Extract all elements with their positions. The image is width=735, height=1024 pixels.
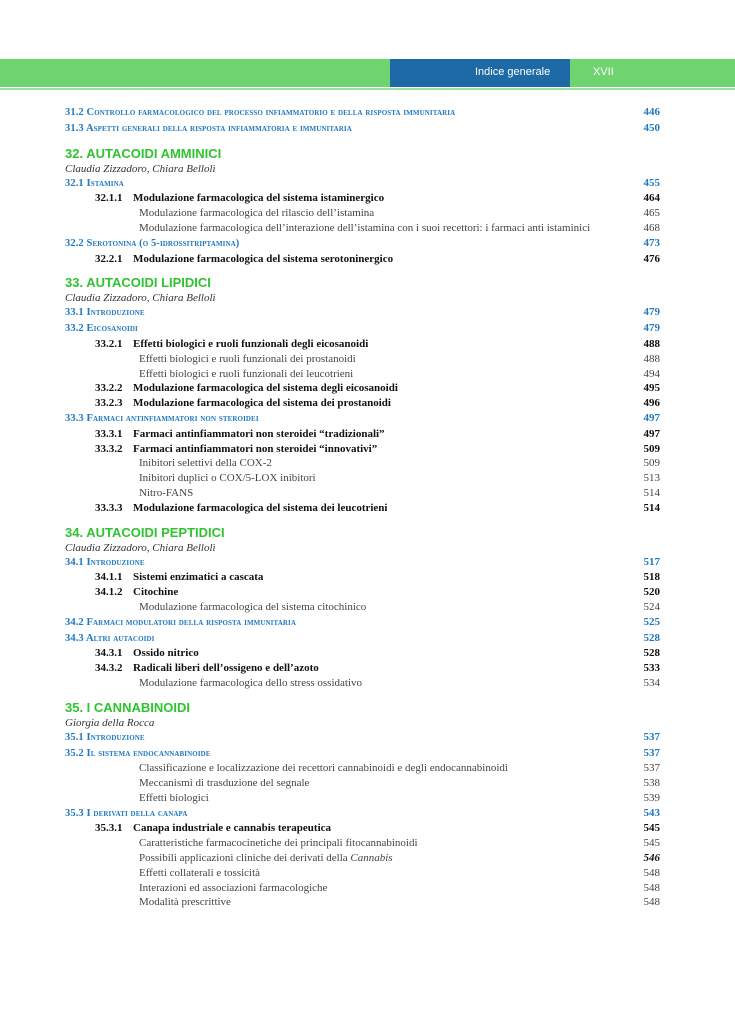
toc-section[interactable] [65,806,660,822]
entry-page: 514 [643,486,660,499]
entry-title: Introduzione [86,731,145,743]
entry-page: 548 [643,896,660,909]
entry-page: 465 [643,207,660,220]
entry-number: 32.1.1 [95,192,123,205]
header-band [0,59,735,87]
entry-number: 32.2.1 [95,252,123,265]
header-rule [0,88,735,90]
toc-subsection[interactable] [65,191,660,206]
entry-number: 33.2.3 [95,397,123,410]
entry-number: 33.2.2 [95,382,123,395]
entry-page: 488 [643,352,660,365]
entry-number: 34.1 [65,556,84,568]
table-of-contents [65,105,660,919]
entry-title: Effetti biologici [139,791,209,804]
chapter-list [65,146,660,911]
toc-section-31-3[interactable] [65,121,660,137]
toc-item[interactable] [65,471,660,486]
section-title: Controllo farmacologico del processo infiammatorio e della risposta immunitaria [86,107,456,118]
entry-page: 509 [643,457,660,470]
toc-section[interactable] [65,236,660,252]
chapter-block [65,525,660,691]
entry-page: 538 [643,777,660,790]
entry-page: 537 [643,762,660,775]
entry-title: Citochine [133,586,179,599]
toc-item[interactable] [65,486,660,501]
entry-number: 33.3.2 [95,442,123,455]
entry-number: 33.1 [65,307,84,319]
entry-title: Modulazione farmacologica del sistema dei leucotrieni [133,501,388,514]
entry-page: 545 [643,822,660,835]
chapter-authors: Claudia Zizzadoro, Chiara Bellolì [65,292,216,305]
entry-title: Caratteristiche farmacocinetiche dei principali fitocannabinoidi [139,837,418,850]
entry-number: 34.3.1 [95,647,123,660]
toc-item[interactable] [65,456,660,471]
toc-item[interactable] [65,836,660,851]
toc-section[interactable] [65,555,660,571]
top-sections [65,105,660,137]
chapter-authors: Claudia Zizzadoro, Chiara Bellolì [65,541,216,554]
entry-page: 513 [643,472,660,485]
entry-title: Modulazione farmacologica del sistema istaminergico [133,192,385,205]
entry-title: Farmaci antinfiammatori non steroidei “innovativi” [133,442,378,455]
toc-subsection[interactable] [65,661,660,676]
entry-page: 514 [643,501,660,514]
entry-title: Il sistema endocannabinoide [86,747,211,759]
entry-page: 528 [643,631,660,644]
entry-number: 33.3.1 [95,427,123,440]
entry-title: Introduzione [86,307,145,319]
entry-page: 488 [643,337,660,350]
entry-page: 497 [643,411,660,424]
entry-number: 32.1 [65,177,84,189]
entry-title: Inibitori duplici o COX/5-LOX inibitori [139,472,316,485]
toc-item[interactable] [65,352,660,367]
toc-item[interactable] [65,600,660,615]
entry-page: 525 [643,615,660,628]
entry-title: Effetti biologici e ruoli funzionali dei prostanoidi [139,352,356,365]
toc-item[interactable] [65,776,660,791]
entry-title: Farmaci antinfiammatori non steroidei [86,412,259,424]
entry-page: 496 [643,397,660,410]
entry-number: 35.2 [65,747,84,759]
entry-title: Possibili applicazioni cliniche dei derivati della Cannabis [139,852,393,865]
chapter-authors: Giorgia della Rocca [65,716,155,729]
entry-page: 548 [643,881,660,894]
toc-section[interactable] [65,176,660,192]
entry-number: 35.3.1 [95,822,123,835]
chapter-block [65,146,660,267]
toc-section-31-2[interactable] [65,105,660,121]
entry-page: 520 [643,586,660,599]
section-number: 31.2 [65,107,84,118]
toc-subsection[interactable] [65,252,660,267]
toc-section[interactable] [65,730,660,746]
entry-page: 518 [643,571,660,584]
entry-title: Sistemi enzimatici a cascata [133,571,264,584]
toc-subsection[interactable] [65,442,660,457]
toc-subsection[interactable] [65,821,660,836]
entry-page: 528 [643,647,660,660]
toc-subsection[interactable] [65,427,660,442]
entry-title: Interazioni ed associazioni farmacologiche [139,881,328,894]
chapter-title[interactable]: 33. AUTACOIDI LIPIDICI [65,275,211,291]
entry-page: 455 [643,176,660,189]
entry-page: 543 [643,806,660,819]
chapter-block [65,275,660,515]
toc-section[interactable] [65,746,660,762]
toc-section[interactable] [65,321,660,337]
entry-title: Nitro-FANS [139,486,194,499]
chapter-title[interactable]: 32. AUTACOIDI AMMINICI [65,145,222,161]
entry-title: Modulazione farmacologica del sistema degli eicosanoidi [133,382,398,395]
entry-page: 537 [643,746,660,759]
entry-title: Modalità prescrittive [139,896,231,909]
entry-number: 33.2.1 [95,337,123,350]
page-number: XVII [593,66,614,78]
toc-item[interactable] [65,881,660,896]
entry-page: 468 [643,221,660,234]
entry-page: 524 [643,600,660,613]
toc-item[interactable] [65,761,660,776]
toc-item[interactable] [65,221,660,236]
entry-page: 473 [643,236,660,249]
toc-subsection[interactable] [65,585,660,600]
toc-item[interactable] [65,676,660,691]
entry-title: Modulazione farmacologica dell’interazione dell’istamina con i suoi recettori: i farmaci anti istaminici [139,221,591,234]
toc-section[interactable] [65,631,660,647]
toc-subsection[interactable] [65,570,660,585]
entry-page: 509 [643,442,660,455]
entry-title: Altri autacoidi [85,632,155,644]
toc-subsection[interactable] [65,381,660,396]
toc-section[interactable] [65,305,660,321]
section-page: 450 [643,121,660,134]
entry-title: Modulazione farmacologica dello stress ossidativo [139,676,362,689]
entry-title: Istamina [86,177,124,189]
entry-title: Modulazione farmacologica del sistema dei prostanoidi [133,397,391,410]
entry-title: Eicosanoidi [86,323,138,335]
toc-item[interactable] [65,851,660,866]
entry-page: 497 [643,427,660,440]
entry-page: 539 [643,791,660,804]
entry-title: Introduzione [86,556,145,568]
entry-page: 479 [643,306,660,319]
section-page: 446 [643,106,660,118]
entry-number: 33.3 [65,412,84,424]
toc-section[interactable] [65,411,660,427]
chapter-block [65,700,660,911]
entry-title: Farmaci antinfiammatori non steroidei “tradizionali” [133,427,385,440]
section-number: 31.3 [65,122,84,134]
entry-number: 32.2 [65,237,84,249]
entry-title: Canapa industriale e cannabis terapeutica [133,822,332,835]
entry-title: Modulazione farmacologica del sistema serotoninergico [133,252,394,265]
entry-title: Classificazione e localizzazione dei recettori cannabinoidi e degli endocannabinoidi [139,762,508,775]
entry-number: 35.3 [65,807,84,819]
entry-page: 476 [643,252,660,265]
entry-title: Meccanismi di trasduzione del segnale [139,777,310,790]
entry-page: 534 [643,676,660,689]
entry-title: Effetti collaterali e tossicità [139,866,261,879]
entry-title: Ossido nitrico [133,647,199,660]
entry-number: 34.2 [65,616,84,628]
toc-subsection[interactable] [65,396,660,411]
entry-number: 34.1.2 [95,586,123,599]
entry-page: 537 [643,730,660,743]
entry-page: 546 [643,852,660,865]
toc-item[interactable] [65,866,660,881]
entry-number: 35.1 [65,731,84,743]
entry-number: 34.3 [65,632,84,644]
chapter-title[interactable]: 35. I CANNABINOIDI [65,699,190,715]
entry-title: I derivati della canapa [86,807,188,819]
toc-subsection[interactable] [65,337,660,352]
toc-item[interactable] [65,367,660,382]
entry-number: 33.2 [65,323,84,335]
entry-number: 33.3.3 [95,501,123,514]
entry-number: 34.1.1 [95,571,123,584]
section-title: Aspetti generali della risposta infiammatoria e immunitaria [85,122,352,134]
toc-item[interactable] [65,895,660,910]
toc-item[interactable] [65,791,660,806]
chapter-title[interactable]: 34. AUTACOIDI PEPTIDICI [65,524,225,540]
entry-page: 494 [643,367,660,380]
entry-page: 548 [643,866,660,879]
entry-page: 464 [643,192,660,205]
entry-title: Effetti biologici e ruoli funzionali dei leucotrieni [139,367,354,380]
toc-item[interactable] [65,206,660,221]
entry-title: Farmaci modulatori della risposta immunitaria [86,616,297,628]
entry-title: Effetti biologici e ruoli funzionali degli eicosanoidi [133,337,369,350]
entry-page: 495 [643,382,660,395]
entry-title: Inibitori selettivi della COX-2 [139,457,272,470]
running-title: Indice generale [475,66,551,78]
entry-title: Modulazione farmacologica del sistema citochinico [139,600,367,613]
toc-section[interactable] [65,615,660,631]
entry-page: 479 [643,322,660,335]
entry-title: Radicali liberi dell’ossigeno e dell’azoto [133,662,319,675]
entry-page: 517 [643,555,660,568]
entry-page: 533 [643,662,660,675]
entry-title: Serotonina (o 5-idrossitriptamina) [86,237,240,249]
toc-subsection[interactable] [65,501,660,516]
chapter-authors: Claudia Zizzadoro, Chiara Bellolì [65,162,216,175]
toc-subsection[interactable] [65,646,660,661]
entry-page: 545 [643,837,660,850]
entry-number: 34.3.2 [95,662,123,675]
entry-title: Modulazione farmacologica del rilascio dell’istamina [139,207,375,220]
